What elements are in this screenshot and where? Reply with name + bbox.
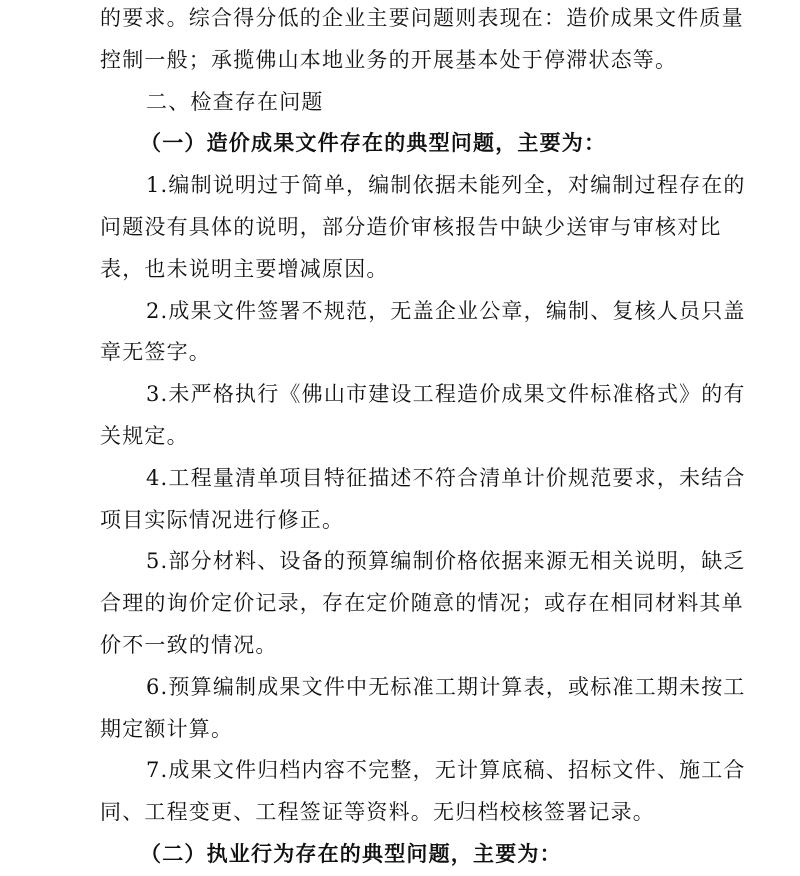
list-item-line: 表，也未说明主要增减原因。 [100,256,389,281]
list-item-line: 2.成果文件签署不规范，无盖企业公章，编制、复核人员只盖 [146,298,746,323]
list-item-line: 价不一致的情况。 [100,633,278,657]
list-item-line: 同、工程变更、工程签证等资料。无归档校核签署记录。 [100,800,655,825]
list-item-line: 4.工程量清单项目特征描述不符合清单计价规范要求，未结合 [146,465,746,490]
list-item-line: 1.编制说明过于简单，编制依据未能列全，对编制过程存在的 [146,173,746,198]
list-item-line: 问题没有具体的说明，部分造价审核报告中缺少送审与审核对比 [100,215,722,239]
list-item-line: 7.成果文件归档内容不完整，无计算底稿、招标文件、施工合 [146,758,746,783]
list-item-line: 关规定。 [100,424,189,448]
subsection-heading: （一）造价成果文件存在的典型问题，主要为： [140,131,607,156]
list-item-line: 合理的询价定价记录，存在定价随意的情况；或存在相同材料其单 [100,591,744,616]
list-item-line: 3.未严格执行《佛山市建设工程造价成果文件标准格式》的有 [146,382,746,407]
list-item-line: 6.预算编制成果文件中无标准工期计算表，或标准工期未按工 [146,674,746,699]
list-item-line: 章无签字。 [100,340,211,365]
list-item-line: 期定额计算。 [100,716,234,741]
paragraph-line: 控制一般；承揽佛山本地业务的开展基本处于停滞状态等。 [100,47,678,72]
list-item-line: 5.部分材料、设备的预算编制价格依据来源无相关说明，缺乏 [146,549,746,574]
paragraph-line: 的要求。综合得分低的企业主要问题则表现在：造价成果文件质量 [100,6,744,30]
section-heading: 二、检查存在问题 [146,89,324,114]
list-item-line: 项目实际情况进行修正。 [100,507,345,532]
subsection-heading: （二）执业行为存在的典型问题，主要为： [140,842,562,866]
